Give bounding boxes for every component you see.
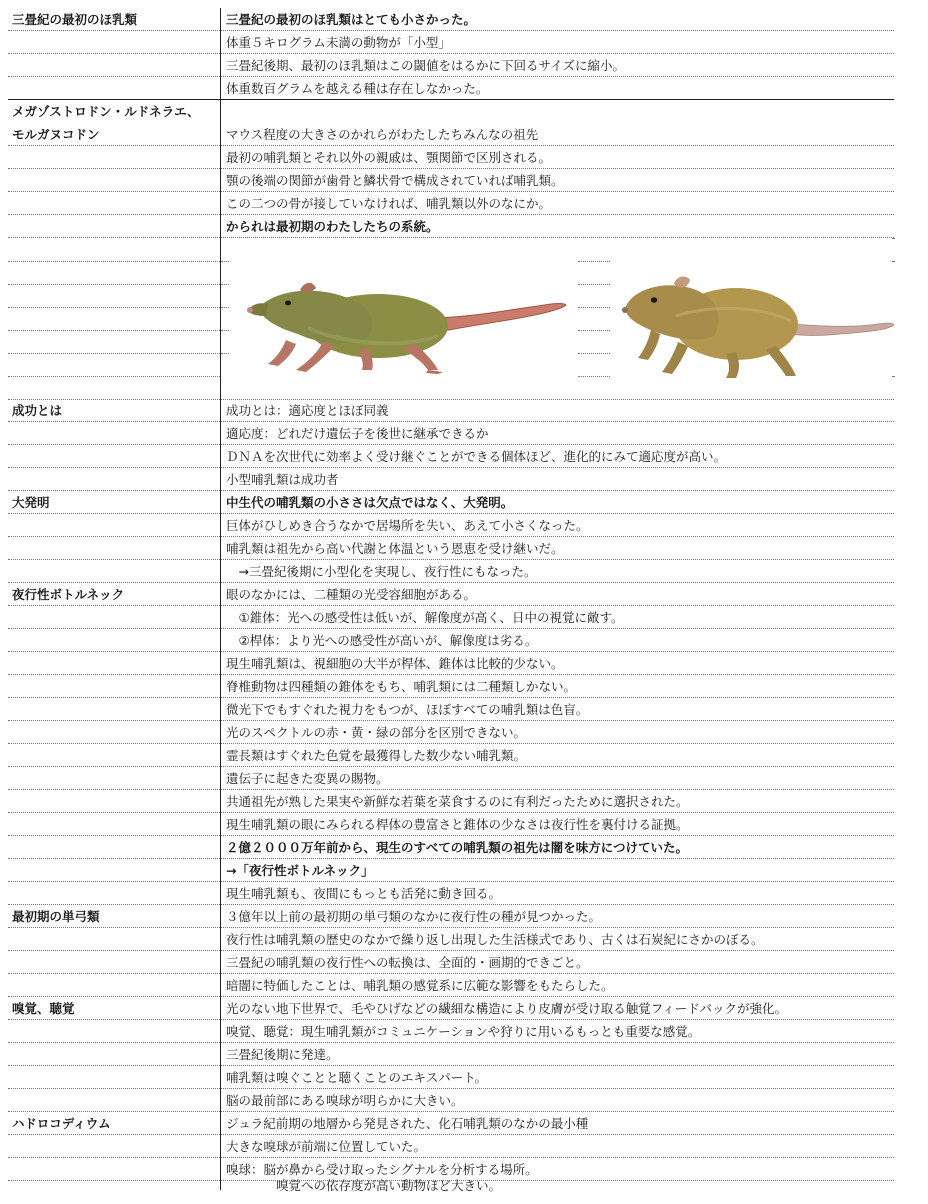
row-heading — [12, 652, 217, 675]
row-heading: ハドロコディウム — [12, 1116, 111, 1131]
row-heading — [12, 859, 217, 882]
table-row — [8, 192, 894, 215]
row-text: 嗅覚、聴覚：現生哺乳類がコミュニケーションや狩りに用いるもっとも重要な感覚。 — [226, 1024, 701, 1039]
table-row — [8, 399, 894, 422]
table-row — [8, 1089, 894, 1112]
row-text: 体重数百グラムを越える種は存在しなかった。 — [226, 81, 489, 96]
row-heading — [12, 1135, 217, 1158]
row-text: 嗅球：脳が鼻から受け取ったシグナルを分析する場所。 — [226, 1162, 538, 1177]
table-row — [8, 445, 894, 468]
row-text: ②桿体：より光への感受性が高いが、解像度は劣る。 — [226, 633, 538, 648]
table-row — [8, 77, 894, 100]
row-heading — [12, 928, 217, 951]
table-row — [8, 583, 894, 606]
table-row — [8, 951, 894, 974]
table-row — [8, 491, 894, 514]
row-heading: メガゾストロドン・ルドネラエ、 — [12, 104, 200, 119]
row-heading — [12, 951, 217, 974]
table-row — [8, 1135, 894, 1158]
row-heading — [12, 698, 217, 721]
table-row — [8, 123, 894, 146]
row-text: 現生哺乳類も、夜間にもっとも活発に動き回る。 — [226, 886, 502, 901]
row-heading: 嗅覚、聴覚 — [12, 1001, 75, 1016]
row-text: 霊長類はすぐれた色覚を最獲得した数少ない哺乳類。 — [226, 748, 527, 763]
row-heading: モルガヌコドン — [12, 127, 100, 142]
row-text: ①錐体：光への感受性は低いが、解像度が高く、日中の視覚に敵す。 — [226, 610, 624, 625]
table-row — [8, 905, 894, 928]
row-text: →「夜行性ボトルネック」 — [226, 863, 374, 878]
table-row — [8, 514, 894, 537]
row-heading — [12, 422, 217, 445]
row-text: 三畳紀後期、最初のほ乳類はこの閾値をはるかに下回るサイズに縮小。 — [226, 58, 626, 73]
row-text: 成功とは：適応度とほぼ同義 — [226, 403, 389, 418]
megazostrodon-illustration — [238, 258, 568, 383]
table-row — [8, 629, 894, 652]
table-row — [8, 54, 894, 77]
row-text: 光のスペクトルの赤・黄・緑の部分を区別できない。 — [226, 725, 527, 740]
row-text: 眼のなかには、二種類の光受容細胞がある。 — [226, 587, 477, 602]
row-text: 中生代の哺乳類の小ささは欠点ではなく、大発明。 — [226, 495, 514, 510]
row-text: ＤＮＡを次世代に効率よく受け継ぐことができる個体ほど、進化的にみて適応度が高い。 — [226, 449, 727, 464]
row-heading — [12, 629, 217, 652]
row-heading — [12, 675, 217, 698]
row-text: 三畳紀後期に発達。 — [226, 1047, 339, 1062]
table-row — [8, 997, 894, 1020]
row-heading: 成功とは — [12, 403, 63, 418]
table-row — [8, 146, 894, 169]
row-heading: 大発明 — [12, 495, 50, 510]
row-heading — [12, 1158, 217, 1181]
table-row — [8, 31, 894, 54]
row-heading — [12, 836, 217, 859]
row-text: 巨体がひしめき合うなかで居場所を失い、あえて小さくなった。 — [226, 518, 589, 533]
table-row — [8, 882, 894, 905]
row-text: 三畳紀の哺乳類の夜行性への転換は、全面的・画期的できごと。 — [226, 955, 589, 970]
row-heading — [12, 537, 217, 560]
row-heading — [12, 1020, 217, 1043]
table-row — [8, 652, 894, 675]
table-row — [8, 1020, 894, 1043]
row-heading — [12, 146, 217, 169]
row-text: ２億２０００万年前から、現生のすべての哺乳類の祖先は闇を味方につけていた。 — [226, 840, 689, 855]
row-text: 三畳紀の最初のほ乳類はとても小さかった。 — [226, 12, 477, 27]
row-text: 光のない地下世界で、毛やひげなどの繊細な構造により皮膚が受け取る触覚フィードバックが強化。 — [226, 1001, 788, 1016]
row-heading — [12, 215, 217, 238]
row-text: 体重５キログラム未満の動物が「小型」 — [226, 35, 451, 50]
row-text: この二つの骨が接していなければ、哺乳類以外のなにか。 — [226, 196, 552, 211]
notes-sheet — [8, 8, 894, 1193]
row-heading — [12, 721, 217, 744]
row-text: ３億年以上前の最初期の単弓類のなかに夜行性の種が見つかった。 — [226, 909, 602, 924]
table-row — [8, 721, 894, 744]
row-text: 嗅覚への依存度が高い動物ほど大きい。 — [226, 1178, 502, 1193]
row-heading — [12, 813, 217, 836]
row-text: 最初の哺乳類とそれ以外の親戚は、顎関節で区別される。 — [226, 150, 552, 165]
row-heading — [12, 744, 217, 767]
row-text: マウス程度の大きさのかれらがわたしたちみんなの祖先 — [226, 127, 539, 142]
row-text: 現生哺乳類は、視細胞の大半が桿体、錐体は比較的少ない。 — [226, 656, 564, 671]
table-row — [8, 8, 894, 31]
row-heading — [12, 790, 217, 813]
row-heading — [12, 1089, 217, 1112]
row-text: 共通祖先が熟した果実や新鮮な若葉を菜食するのに有利だったために選択された。 — [226, 794, 689, 809]
table-row — [8, 537, 894, 560]
row-heading — [12, 560, 217, 583]
row-heading: 最初期の単弓類 — [12, 909, 100, 924]
table-row — [8, 698, 894, 721]
row-heading — [12, 468, 217, 491]
table-row — [8, 169, 894, 192]
row-heading — [12, 77, 217, 100]
row-text: 適応度：どれだけ遺伝子を後世に継承できるか — [226, 426, 489, 441]
table-row — [8, 675, 894, 698]
table-row — [8, 1112, 894, 1135]
row-heading — [12, 445, 217, 468]
row-text: 顎の後端の関節が歯骨と鱗状骨で構成されていれば哺乳類。 — [226, 173, 564, 188]
row-heading — [12, 606, 217, 629]
table-row — [8, 1066, 894, 1089]
row-text: 脳の最前部にある嗅球が明らかに大きい。 — [226, 1093, 464, 1108]
table-row — [8, 100, 894, 123]
table-row — [8, 468, 894, 491]
table-row — [8, 813, 894, 836]
row-heading — [12, 31, 217, 54]
row-heading — [12, 54, 217, 77]
row-heading: 夜行性ボトルネック — [12, 587, 125, 602]
row-heading — [12, 767, 217, 790]
row-text: 暗闇に特価したことは、哺乳類の感覚系に広範な影響をもたらした。 — [226, 978, 614, 993]
row-text: 哺乳類は祖先から高い代謝と体温という恩恵を受け継いだ。 — [226, 541, 564, 556]
row-text: 遺伝子に起きた変異の賜物。 — [226, 771, 389, 786]
row-text: かられは最初期のわたしたちの系統。 — [226, 219, 439, 234]
table-row — [8, 767, 894, 790]
row-text: 夜行性は哺乳類の歴史のなかで繰り返し出現した生活様式であり、古くは石炭紀にさかのぼる。 — [226, 932, 764, 947]
table-row — [8, 744, 894, 767]
table-row — [8, 1043, 894, 1066]
row-text: 哺乳類は嗅ぐことと聴くことのエキスパート。 — [226, 1070, 488, 1085]
row-heading — [12, 169, 217, 192]
row-heading — [12, 192, 217, 215]
row-text: →三畳紀後期に小型化を実現し、夜行性にもなった。 — [226, 564, 537, 579]
row-heading — [12, 882, 217, 905]
table-row — [8, 928, 894, 951]
row-heading: 三畳紀の最初のほ乳類 — [12, 12, 138, 27]
table-row — [8, 974, 894, 997]
row-heading — [12, 1066, 217, 1089]
row-heading — [12, 1043, 217, 1066]
table-row — [8, 1178, 894, 1193]
table-row — [8, 836, 894, 859]
row-text: 微光下でもすぐれた視力をもつが、ほぼすべての哺乳類は色盲。 — [226, 702, 589, 717]
table-row — [8, 606, 894, 629]
row-text: 大きな嗅球が前端に位置していた。 — [226, 1139, 427, 1154]
table-row — [8, 215, 894, 238]
row-text: 現生哺乳類の眼にみられる桿体の豊富さと錐体の少なさは夜行性を裏付ける証拠。 — [226, 817, 689, 832]
row-heading — [12, 514, 217, 537]
table-row — [8, 560, 894, 583]
table-row — [8, 422, 894, 445]
row-heading — [12, 974, 217, 997]
table-row — [8, 790, 894, 813]
table-row — [8, 859, 894, 882]
row-heading — [12, 1181, 217, 1204]
row-text: 脊椎動物は四種類の錐体をもち、哺乳類には二種類しかない。 — [226, 679, 577, 694]
row-text: 小型哺乳類は成功者 — [226, 472, 339, 487]
row-text — [226, 100, 890, 123]
row-text: ジュラ紀前期の地層から発見された、化石哺乳類のなかの最小種 — [226, 1116, 589, 1131]
morganucodon-illustration — [616, 266, 896, 386]
